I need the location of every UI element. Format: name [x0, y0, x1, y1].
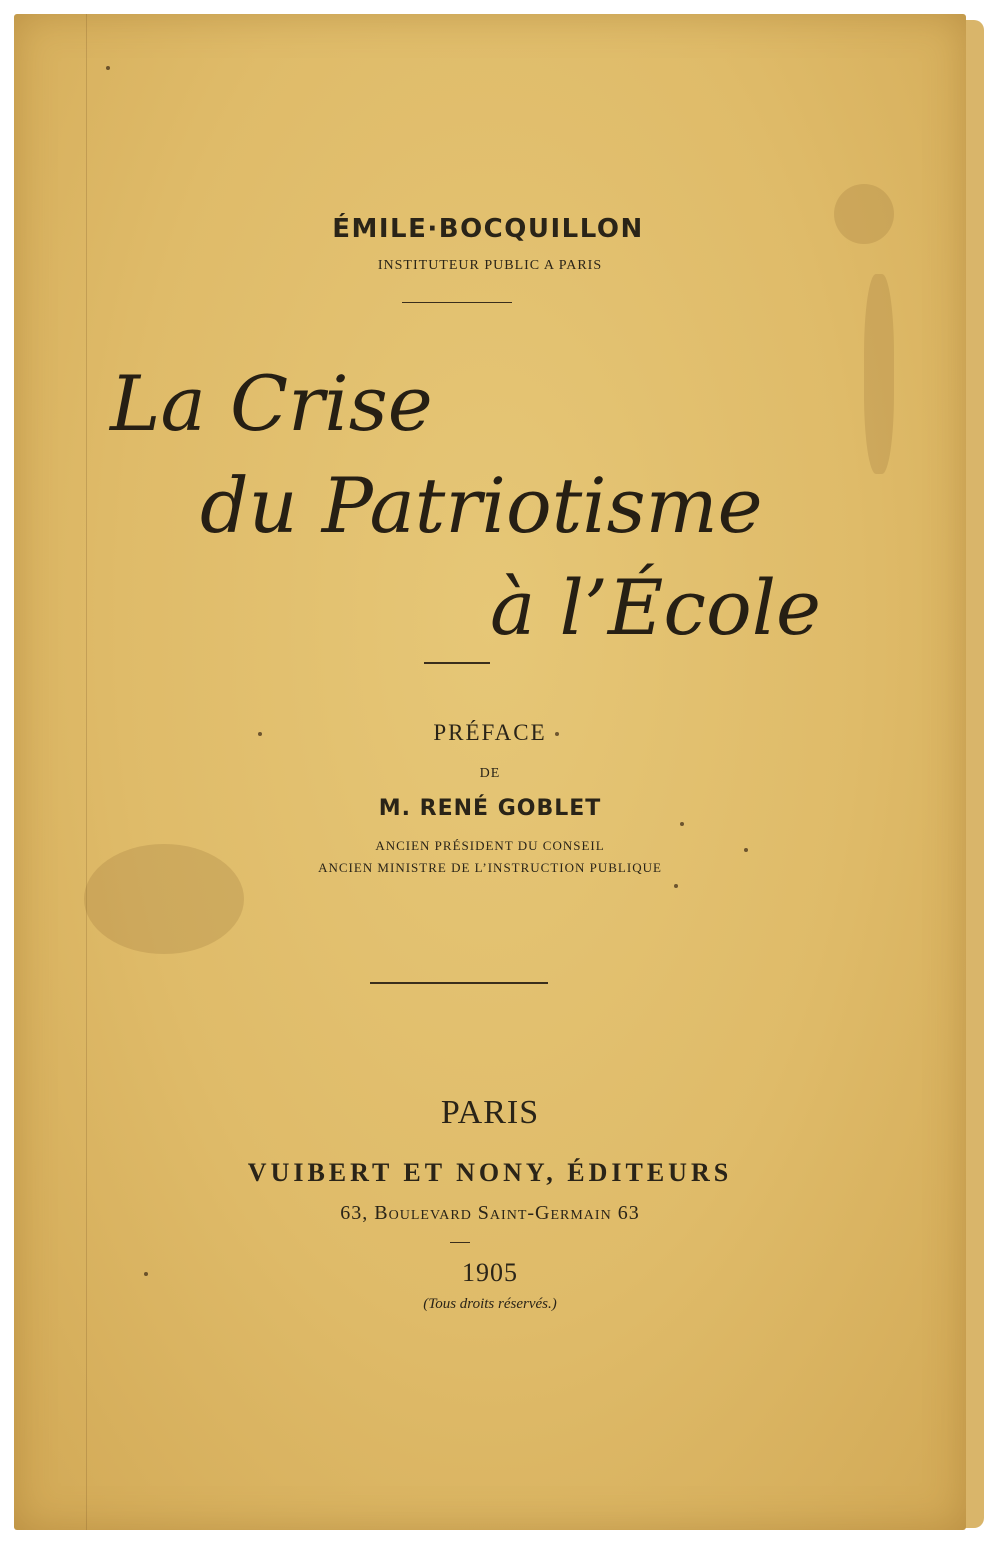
imprint-address: 63, Boulevard Saint-Germain 63 — [340, 1202, 640, 1224]
speck — [106, 66, 110, 70]
imprint-year: 1905 — [462, 1258, 518, 1287]
preface-de: DE — [479, 766, 501, 781]
imprint-city: PARIS — [440, 1094, 540, 1131]
imprint-rights: (Tous droits réservés.) — [423, 1296, 557, 1312]
preface-role-2: ANCIEN MINISTRE DE L’INSTRUCTION PUBLIQUE — [318, 860, 662, 875]
author-role: INSTITUTEUR PUBLIC A PARIS — [377, 258, 603, 273]
stain — [864, 274, 894, 474]
divider-bottom — [450, 1242, 470, 1243]
divider-top — [402, 302, 512, 303]
speck — [674, 884, 678, 888]
preface-author: M. RENÉ GOBLET — [378, 796, 602, 821]
speck — [680, 822, 684, 826]
imprint-publisher: VUIBERT ET NONY, ÉDITEURS — [247, 1158, 733, 1187]
author-name: ÉMILE·BOCQUILLON — [332, 214, 644, 244]
preface-label: PRÉFACE — [433, 720, 547, 745]
preface-role-1: ANCIEN PRÉSIDENT DU CONSEIL — [375, 838, 605, 853]
title-line-2: du Patriotisme — [200, 461, 763, 550]
divider-title — [424, 662, 490, 664]
title-line-3: à l’École — [490, 563, 822, 652]
book-cover — [14, 14, 966, 1530]
title-line-1: La Crise — [110, 359, 433, 448]
divider-middle — [370, 982, 548, 984]
